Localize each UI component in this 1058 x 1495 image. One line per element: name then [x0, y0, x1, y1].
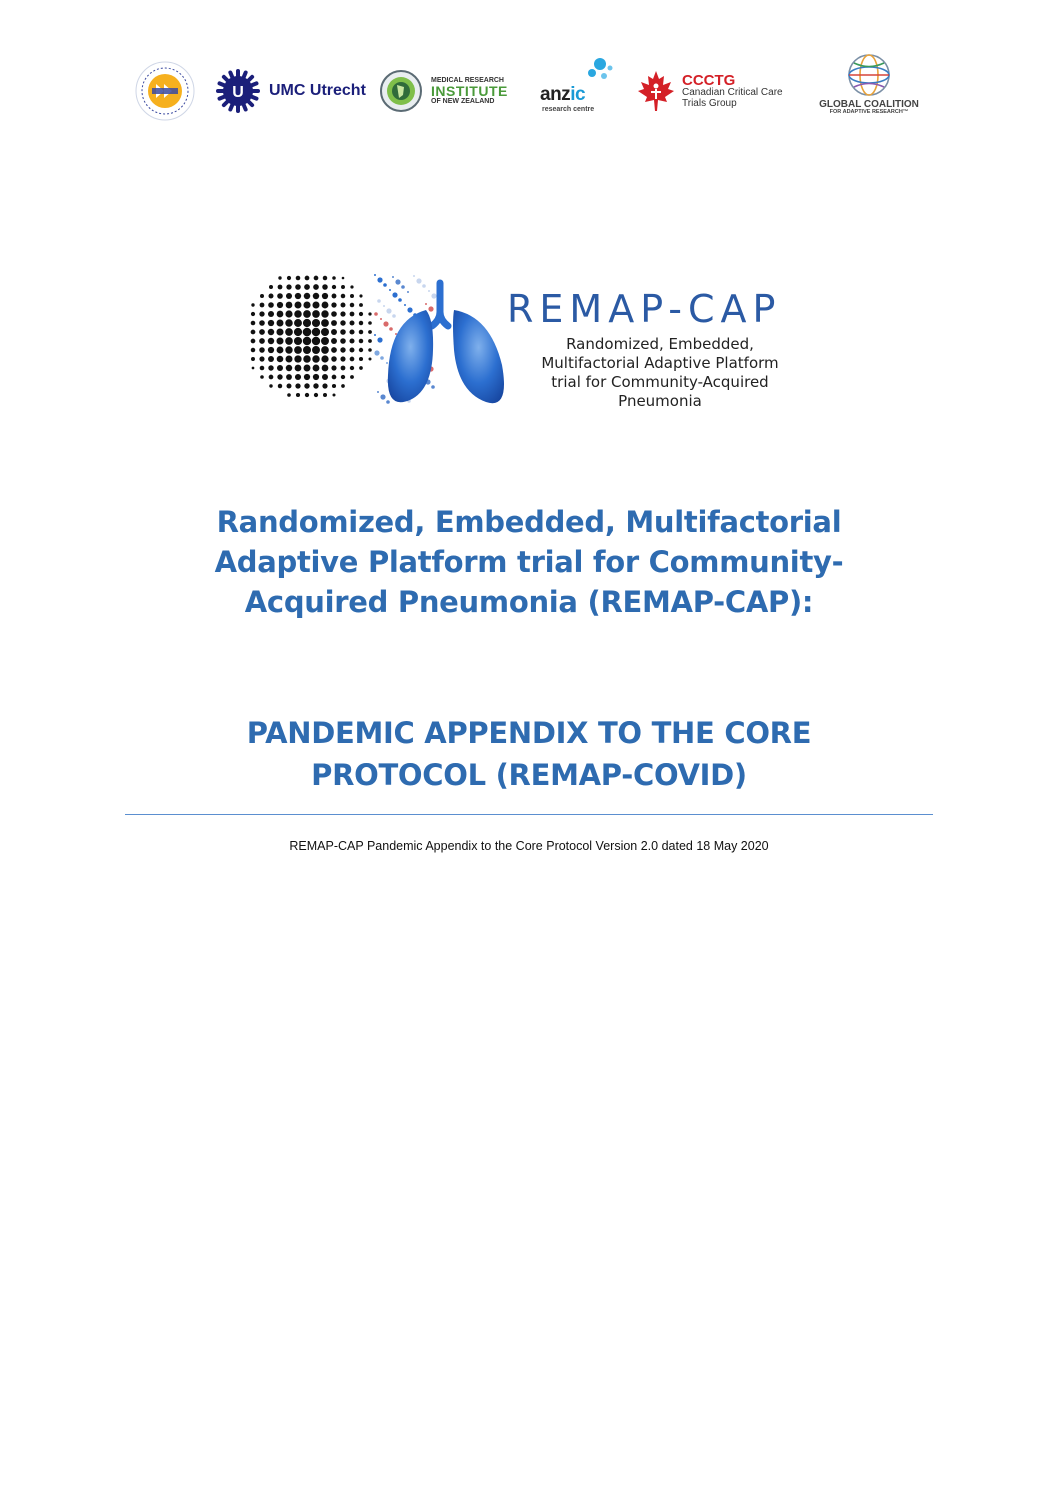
maple-leaf-icon: [636, 69, 676, 113]
gcar-logo: [810, 56, 928, 126]
mrinz-logo: [379, 56, 524, 126]
left-lung-shape: [388, 310, 433, 402]
document-title-line3: Acquired Pneumonia (REMAP-CAP):: [244, 585, 814, 619]
document-title-line1: Randomized, Embedded, Multifactorial: [216, 505, 842, 539]
version-line: REMAP-CAP Pandemic Appendix to the Core Protocol Version 2.0 dated 18 May 2020: [289, 839, 769, 853]
remap-cap-brand-title: REMAP-CAP: [507, 287, 782, 331]
document-subtitle-line1: PANDEMIC APPENDIX TO THE CORE: [246, 716, 812, 750]
gcar-line2: FOR ADAPTIVE RESEARCH™: [829, 109, 909, 115]
umc-utrecht-logo-icon: [215, 68, 261, 114]
document-subtitle: [100, 712, 958, 796]
horizontal-divider: [125, 814, 933, 815]
mrinz-line3: OF NEW ZEALAND: [431, 98, 495, 105]
document-subtitle-line2: PROTOCOL (REMAP-COVID): [311, 758, 747, 792]
ccctg-sub1: Canadian Critical Care: [682, 87, 783, 99]
anzic-sub: research centre: [542, 106, 595, 113]
right-lung-shape: [453, 310, 504, 403]
tagline-line1: Randomized, Embedded,: [566, 335, 754, 353]
document-title-line2: Adaptive Platform trial for Community-: [214, 545, 844, 579]
anzic-name-b: ic: [570, 84, 586, 105]
gcar-line1: GLOBAL COALITION: [819, 99, 919, 110]
mrinz-line1: MEDICAL RESEARCH: [431, 77, 504, 84]
anzic-name-a: anz: [540, 84, 571, 105]
document-title: [100, 502, 958, 622]
ccctg-sub2: Trials Group: [682, 97, 737, 109]
svg-text:U: U: [232, 84, 244, 101]
anzic-logo: [540, 56, 618, 126]
trachea-shape: [432, 283, 448, 326]
remap-cap-brand-tagline: [500, 335, 820, 411]
umc-utrecht-logo: [215, 56, 375, 126]
ccctg-logo: [636, 56, 796, 126]
preparp-logo: [134, 56, 198, 126]
tagline-line2: Multifactorial Adaptive Platform: [541, 354, 779, 372]
globe-icon: [810, 52, 928, 98]
mrinz-logo-icon: [379, 65, 423, 117]
preparp-logo-icon: [134, 60, 196, 122]
tagline-line3: trial for Community-Acquired: [551, 373, 769, 391]
mrinz-line2: INSTITUTE: [431, 83, 508, 99]
umc-utrecht-name: UMC Utrecht: [269, 82, 366, 99]
ccctg-title: CCCTG: [682, 71, 736, 89]
tagline-line4: Pneumonia: [618, 392, 702, 410]
